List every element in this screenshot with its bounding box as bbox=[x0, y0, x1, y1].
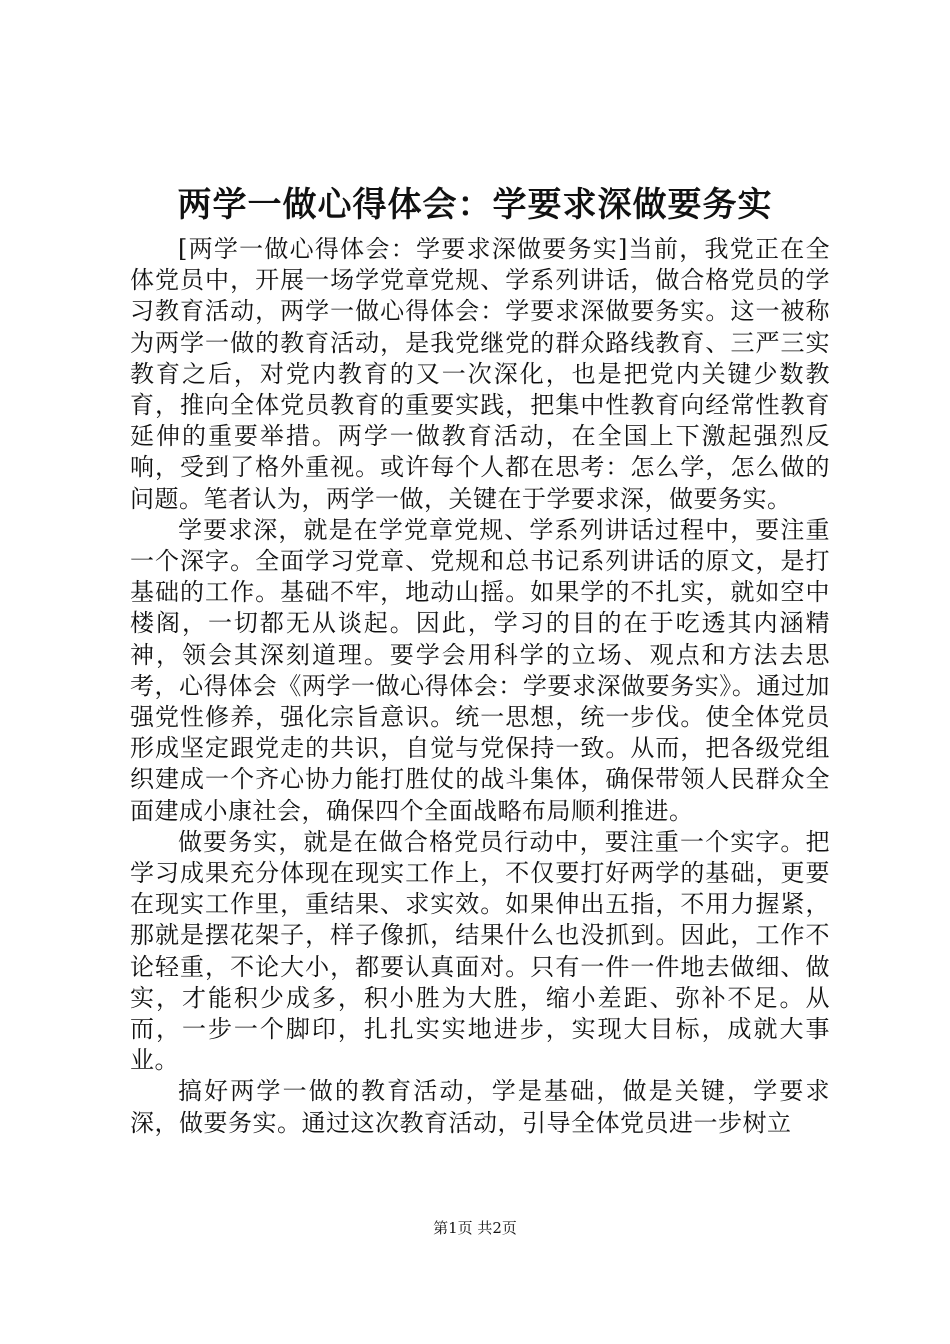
paragraph-4: 搞好两学一做的教育活动，学是基础，做是关键，学要求深，做要务实。通过这次教育活动，引导全体党员进一步树立 bbox=[130, 1077, 830, 1137]
page-title: 两学一做心得体会：学要求深做要务实 bbox=[177, 185, 773, 225]
document-body bbox=[130, 234, 830, 1139]
paragraph-2: 学要求深，就是在学党章党规、学系列讲话过程中，要注重一个深字。全面学习党章、党规和总书记系列讲话的原文，是打基础的工作。基础不牢，地动山摇。如果学的不扎实，就如空中楼阁，一切都无从谈起。因此，学习的目的在于吃透其内涵精神，领会其深刻道理。要学会用科学的立场、观点和方法去思考，心得体会《两学一做心得体会：学要求深做要务实》。通过加强党性修养，强化宗旨意识。统一思想，统一步伐。使全体党员形成坚定跟党走的共识，自觉与党保持一致。从而，把各级党组织建成一个齐心协力能打胜仗的战斗集体，确保带领人民群众全面建成小康社会，确保四个全面战略布局顺利推进。 bbox=[130, 515, 830, 825]
paragraph-1: [两学一做心得体会：学要求深做要务实]当前，我党正在全体党员中，开展一场学党章党规、学系列讲话，做合格党员的学习教育活动，两学一做心得体会：学要求深做要务实。这一被称为两学一做的教育活动，是我党继党的群众路线教育、三严三实教育之后，对党内教育的又一次深化，也是把党内关键少数教育，推向全体党员教育的重要实践，把集中性教育向经常性教育延伸的重要举措。两学一做教育活动，在全国上下激起强烈反响，受到了格外重视。或许每个人都在思考：怎么学，怎么做的问题。笔者认为，两学一做，关键在于学要求深，做要务实。 bbox=[130, 235, 830, 513]
paragraph-3: 做要务实，就是在做合格党员行动中，要注重一个实字。把学习成果充分体现在现实工作上，不仅要打好两学的基础，更要在现实工作里，重结果、求实效。如果伸出五指，不用力握紧，那就是摆花架子，样子像抓，结果什么也没抓到。因此，工作不论轻重，不论大小，都要认真面对。只有一件一件地去做细、做实，才能积少成多，积小胜为大胜，缩小差距、弥补不足。从而，一步一个脚印，扎扎实实地进步，实现大目标，成就大事业。 bbox=[130, 827, 830, 1075]
page-footer: 第1页 共2页 bbox=[433, 1219, 517, 1237]
